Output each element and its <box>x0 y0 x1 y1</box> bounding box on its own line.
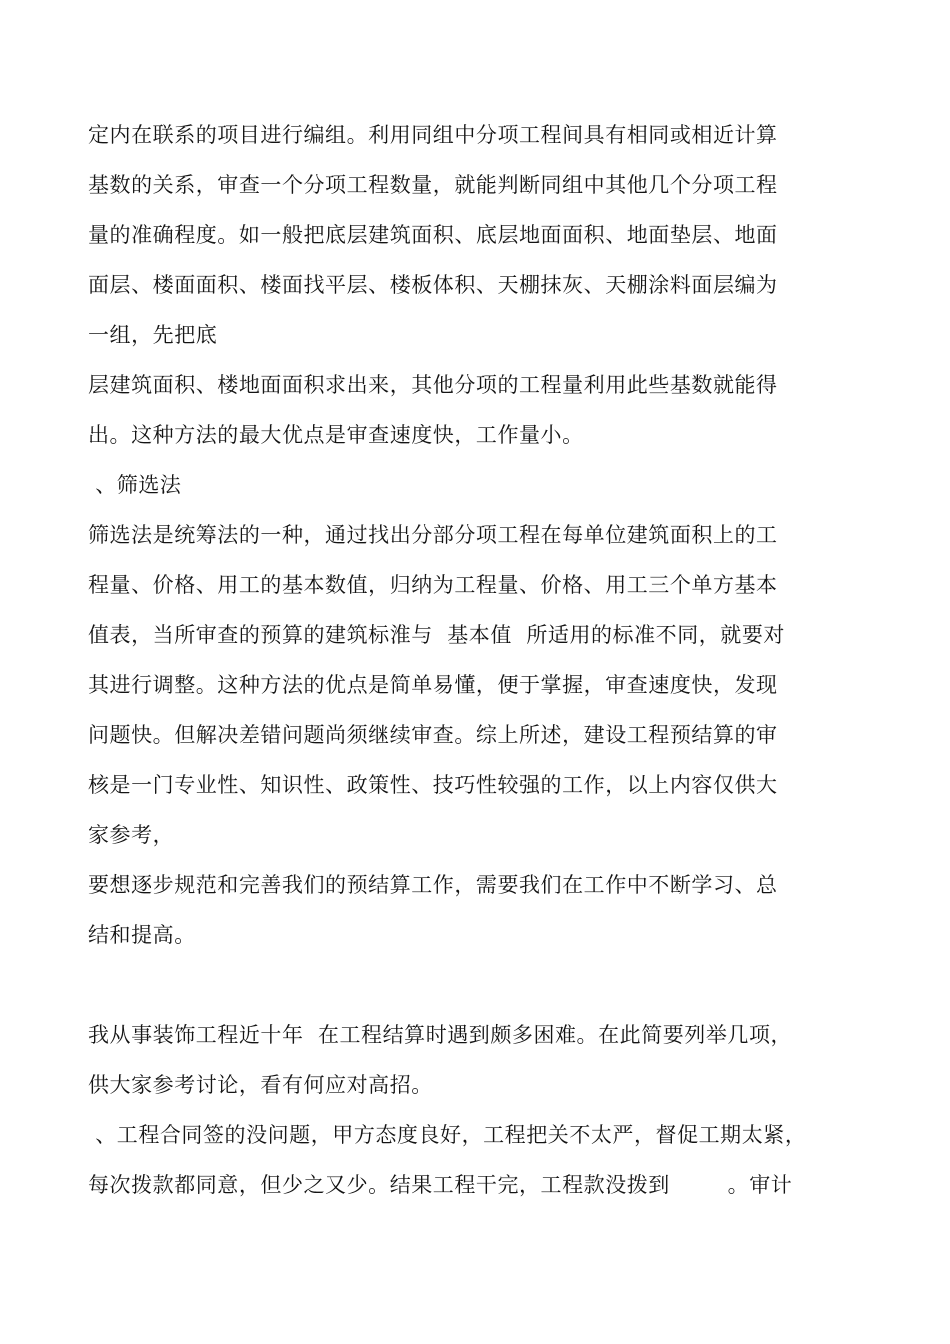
text-line: 其进行调整。这种方法的优点是简单易懂，便于掌握，审查速度快，发现 <box>88 673 778 697</box>
section-heading: 、筛选法 <box>88 473 182 497</box>
text-line: 问题快。但解决差错问题尚须继续审查。综上所述，建设工程预结算的审 <box>88 723 778 747</box>
text-line: 筛选法是统筹法的一种，通过找出分部分项工程在每单位建筑面积上的工 <box>88 523 778 547</box>
text-line: 家参考， <box>88 823 175 847</box>
text-line: 量的准确程度。如一般把底层建筑面积、底层地面面积、地面垫层、地面 <box>88 223 778 247</box>
text-line: 结和提高。 <box>88 923 196 947</box>
text-line: 值表，当所审查的预算的建筑标淮与 基本值 所适用的标准不同，就要对 <box>88 623 785 647</box>
text-line: 一组，先把底 <box>88 323 218 347</box>
text-line: 供大家参考讨论，看有何应对高招。 <box>88 1073 433 1097</box>
text-line: 我从事装饰工程近十年 在工程结算时遇到颇多困难。在此简要列举几项， <box>88 1023 793 1047</box>
text-line: 每次拨款都同意，但少之又少。结果工程干完，工程款没拨到 。审计 <box>88 1173 793 1197</box>
text-line: 基数的关系，审查一个分项工程数量，就能判断同组中其他几个分项工程 <box>88 173 778 197</box>
text-line: 面层、楼面面积、楼面找平层、楼板体积、天棚抹灰、天棚涂料面层编为 <box>88 273 778 297</box>
text-line: 、工程合同签的没问题，甲方态度良好，工程把关不太严，督促工期太紧， <box>88 1123 807 1147</box>
text-line: 核是一门专业性、知识性、政策性、技巧性较强的工作，以上内容仅供大 <box>88 773 778 797</box>
text-line: 程量、价格、用工的基本数值，归纳为工程量、价格、用工三个单方基本 <box>88 573 778 597</box>
text-line: 层建筑面积、楼地面面积求出来，其他分项的工程量利用此些基数就能得 <box>88 373 778 397</box>
text-line: 出。这种方法的最大优点是审查速度快，工作量小。 <box>88 423 584 447</box>
text-line: 要想逐步规范和完善我们的预结算工作，需要我们在工作中不断学习、总 <box>88 873 778 897</box>
text-line: 定内在联系的项目进行编组。利用同组中分项工程间具有相同或相近计算 <box>88 123 778 147</box>
